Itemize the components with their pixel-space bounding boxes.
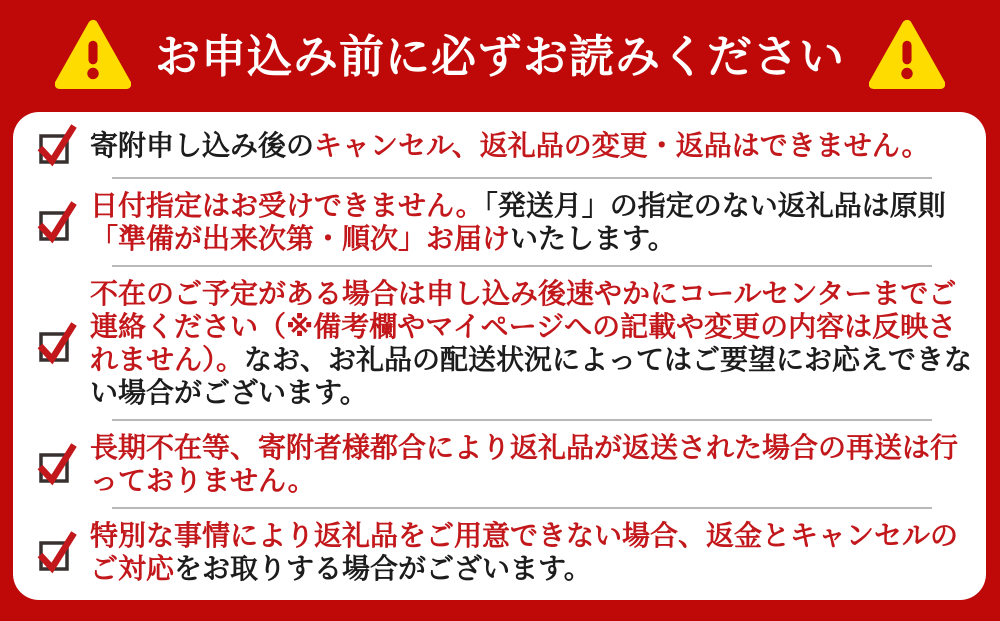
notice-text: [90, 519, 974, 585]
notice-text-segment: 「準備が出来次第・順次」お届け: [90, 223, 511, 254]
notice-text: [90, 277, 974, 409]
notice-item: [37, 509, 974, 595]
checkbox-checked-icon: [37, 442, 77, 486]
notice-panel: [13, 112, 986, 600]
checkbox-checked-icon: [37, 321, 77, 365]
banner-title: お申込み前に必ずお読みください: [154, 30, 845, 82]
notice-item: [37, 267, 974, 419]
notice-text: [90, 189, 974, 255]
notice-text-segment: をお取りする場合がございます。: [174, 553, 592, 584]
banner-header: [0, 0, 1000, 112]
notice-text-segment: キャンセル、返礼品の変更・返品はできません。: [314, 129, 930, 161]
notice-text: [90, 129, 929, 162]
checkbox-checked-icon: [37, 530, 77, 574]
warning-triangle-icon: [55, 14, 131, 98]
warning-triangle-icon: [869, 14, 945, 98]
notice-text: [90, 431, 974, 497]
notice-item: [37, 421, 974, 507]
checkbox-checked-icon: [37, 200, 77, 244]
notice-text-segment: 寄附申し込み後の: [90, 129, 315, 161]
notice-text-segment: 「発送月」の指定のない返礼品は原則: [483, 190, 946, 221]
notice-text-segment: 長期不在等、寄附者様都合により返礼品が返送された場合の再送は行っておりません。: [90, 432, 959, 496]
notice-item: [37, 113, 974, 177]
notice-text-segment: 特別な事情により返礼品をご用意できない場合、返金とキャンセルのご対応: [90, 520, 959, 584]
notice-text-segment: 不在のご予定がある場合は申し込み後速やかにコールセンターまでご連絡ください（※備考欄やマイページへの記載や変更の内容は反映されません）。: [90, 278, 957, 375]
notice-list: [13, 113, 986, 595]
notice-text-segment: いたします。: [510, 223, 676, 254]
checkbox-checked-icon: [37, 123, 77, 167]
notice-text-segment: なお、お礼品の配送状況によってはご要望にお応えできない場合がございます。: [90, 344, 973, 408]
notice-text-segment: 日付指定はお受けできません。: [90, 190, 484, 221]
notice-item: [37, 179, 974, 265]
